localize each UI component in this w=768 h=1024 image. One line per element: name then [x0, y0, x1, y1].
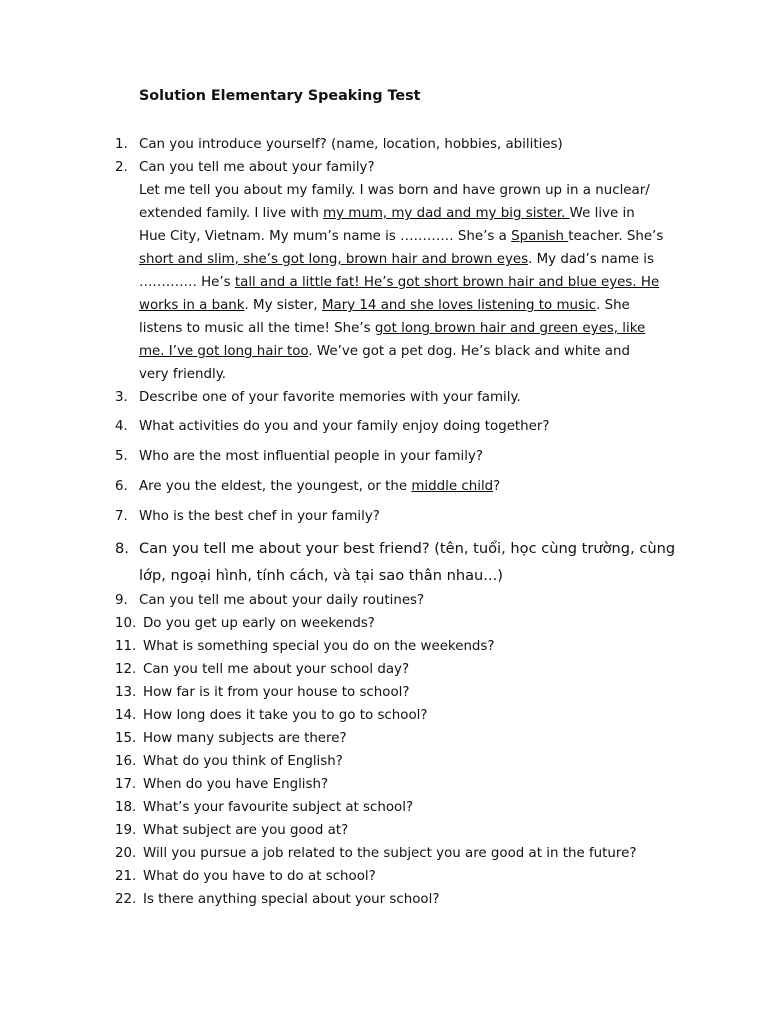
question-text: Can you tell me about your daily routines?: [139, 593, 425, 608]
question-number: 19.: [115, 823, 137, 838]
underlined-text: me. I’ve got long hair too: [139, 344, 309, 359]
question-text: What subject are you good at?: [143, 823, 349, 838]
underlined-text: Mary 14 and she loves listening to music: [321, 298, 597, 313]
question-number: 15.: [115, 731, 137, 746]
question-19: [115, 819, 348, 842]
answer-text: Let me tell you about my family. I was born and have grown up in a nuclear/: [139, 183, 650, 198]
question-text: Can you tell me about your school day?: [143, 662, 410, 677]
underlined-text: my mum, my dad and my big sister.: [323, 206, 570, 221]
question-12: [115, 658, 409, 681]
question-text: How far is it from your house to school?: [143, 685, 410, 700]
question-number: 14.: [115, 708, 137, 723]
question-number: 10.: [115, 616, 137, 631]
question-10: [115, 612, 375, 635]
answer-line: [139, 294, 630, 317]
question-1: [115, 133, 563, 156]
underlined-text: got long brown hair and green eyes, like: [374, 321, 646, 336]
question-number: 8.: [115, 540, 129, 557]
answer-text: teacher. She’s: [568, 229, 664, 244]
question-number: 2.: [115, 160, 128, 175]
question-22: [115, 888, 439, 911]
answer-text: . My dad’s name is: [528, 252, 654, 267]
question-text: Describe one of your favorite memories with your family.: [139, 390, 521, 405]
question-number: 1.: [115, 137, 128, 152]
answer-line: [139, 248, 654, 271]
answer-text: . My sister,: [244, 298, 322, 313]
question-text: Can you tell me about your best friend? (tên, tuổi, học cùng trường, cùng: [139, 540, 676, 557]
answer-text: listens to music all the time! She’s: [139, 321, 375, 336]
question-16: [115, 750, 343, 773]
question-text: ?: [493, 479, 501, 494]
question-text: Can you tell me about your family?: [139, 160, 375, 175]
question-text-continued: lớp, ngoại hình, tính cách, và tại sao thân nhau...): [139, 567, 503, 584]
answer-text: Hue City, Vietnam. My mum’s name is ………… She’s a: [139, 229, 512, 244]
underlined-text: Spanish: [511, 229, 569, 244]
question-text: How many subjects are there?: [143, 731, 347, 746]
question-number: 9.: [115, 593, 128, 608]
question-15: [115, 727, 347, 750]
question-number: 17.: [115, 777, 137, 792]
question-number: 22.: [115, 892, 137, 907]
answer-text: extended family. I live with: [139, 206, 324, 221]
question-number: 3.: [115, 390, 128, 405]
question-number: 18.: [115, 800, 137, 815]
question-18: [115, 796, 413, 819]
answer-line: [139, 363, 226, 386]
question-number: 11.: [115, 639, 137, 654]
underlined-text: works in a bank: [139, 298, 245, 313]
underlined-text: short and slim, she’s got long, brown hair and brown eyes: [139, 252, 529, 267]
question-text: What do you have to do at school?: [143, 869, 376, 884]
question-text: Do you get up early on weekends?: [143, 616, 375, 631]
answer-text: . She: [596, 298, 630, 313]
question-11: [115, 635, 495, 658]
question-20: [115, 842, 636, 865]
question-17: [115, 773, 328, 796]
question-text: Who are the most influential people in your family?: [139, 449, 483, 464]
question-13: [115, 681, 410, 704]
question-text: Will you pursue a job related to the subject you are good at in the future?: [143, 846, 637, 861]
question-text: What activities do you and your family enjoy doing together?: [139, 419, 550, 434]
question-text: How long does it take you to go to school?: [143, 708, 428, 723]
question-21: [115, 865, 376, 888]
question-14: [115, 704, 428, 727]
answer-line: [139, 271, 659, 294]
question-9: [115, 589, 424, 612]
question-number: 7.: [115, 509, 128, 524]
question-8: [115, 535, 675, 589]
answer-line: [139, 179, 650, 202]
question-text: Is there anything special about your school?: [143, 892, 440, 907]
answer-line: [139, 317, 645, 340]
question-4: [115, 415, 550, 438]
question-number: 16.: [115, 754, 137, 769]
question-number: 6.: [115, 479, 128, 494]
answer-text: …………. He’s: [139, 275, 235, 290]
question-number: 21.: [115, 869, 137, 884]
answer-line: [139, 225, 663, 248]
question-7: [115, 505, 380, 528]
page-title: Solution Elementary Speaking Test: [139, 88, 421, 104]
question-text: Are you the eldest, the youngest, or the: [139, 479, 412, 494]
answer-line: [139, 202, 635, 225]
question-text: What is something special you do on the weekends?: [143, 639, 495, 654]
answer-text: very friendly.: [139, 367, 227, 382]
question-number: 12.: [115, 662, 137, 677]
underlined-text: tall and a little fat! He’s got short brown hair and blue eyes. He: [234, 275, 660, 290]
question-text: Who is the best chef in your family?: [139, 509, 380, 524]
question-6: [115, 475, 500, 498]
answer-text: . We’ve got a pet dog. He’s black and white and: [308, 344, 630, 359]
question-number: 20.: [115, 846, 137, 861]
question-3: [115, 386, 521, 409]
question-text: What’s your favourite subject at school?: [143, 800, 414, 815]
question-number: 4.: [115, 419, 128, 434]
question-text: What do you think of English?: [143, 754, 343, 769]
question-text: Can you introduce yourself? (name, location, hobbies, abilities): [139, 137, 563, 152]
underlined-text: middle child: [411, 479, 494, 494]
question-number: 5.: [115, 449, 128, 464]
question-number: 13.: [115, 685, 137, 700]
answer-line: [139, 340, 630, 363]
question-5: [115, 445, 483, 468]
question-2: [115, 156, 375, 179]
question-text: When do you have English?: [143, 777, 329, 792]
answer-text: We live in: [569, 206, 635, 221]
